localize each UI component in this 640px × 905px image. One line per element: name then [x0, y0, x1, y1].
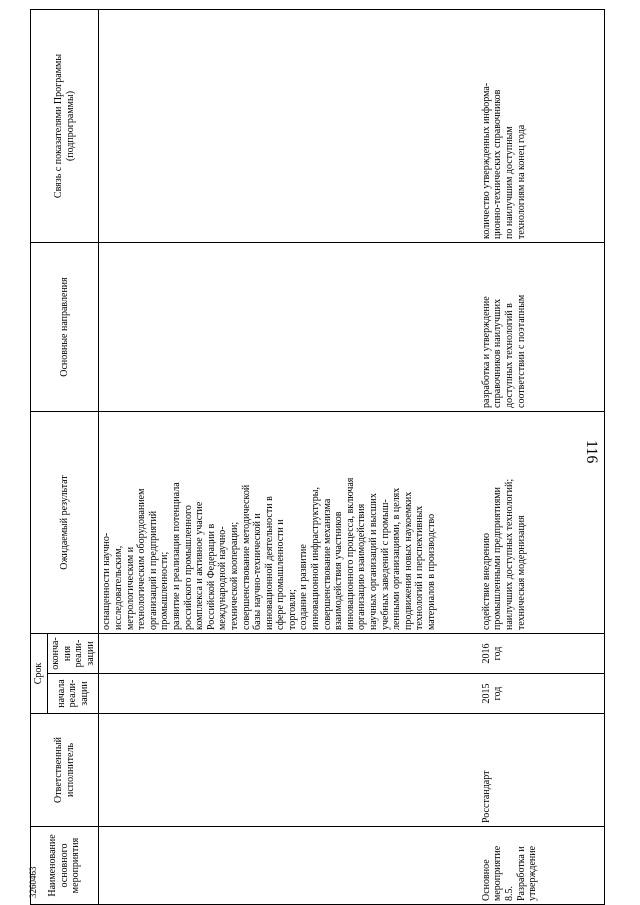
row1-term-end — [99, 634, 479, 674]
row2-result: содействие внедрению промышленными предприятиями наилучших доступных технологий; техническая модернизация — [479, 412, 605, 634]
row2-executor: Росстандарт — [479, 714, 605, 827]
row1-executor — [99, 714, 479, 827]
header-term: Срок — [31, 634, 48, 714]
row1-term-start — [99, 674, 479, 714]
row2-link: количество утвержденных информа- ционно-технических справочников по наилучшим доступным технологиям на конец года — [479, 10, 605, 243]
rotated-table-sheet — [30, 10, 605, 905]
header-directions: Основные направления — [31, 243, 99, 412]
header-link: Связь с показателями Программы (подпрограммы) — [31, 10, 99, 243]
document-code: 3260463 — [28, 866, 38, 898]
row1-result: оснащенности научно- исследовательским, метрологическим и технологическим оборудованием организаций и предприятий промышленности; развитие и реализация потенциала российского промышленного комплекса и активное участие Российской Федерации в международной научно- технической кооперации; совершенствование методической базы научно-технической и инновационной деятельности в сфере промышленности и торговли; создание и развитие инновационной инфраструктуры, совершенствование механизма взаимодействия участников инновационного процесса, включая организацию взаимодействия научных организаций и высших учебных заведений с промыш- ленными организациями, в целях продвижения новых наукоемких технологий и перспективных материалов в производство — [99, 412, 479, 634]
table-row — [99, 10, 479, 905]
header-row — [31, 10, 48, 905]
header-name: Наименование основного мероприятия — [31, 827, 99, 905]
table-row — [479, 10, 605, 905]
program-measures-table — [30, 9, 605, 905]
row1-name — [99, 827, 479, 905]
header-executor: Ответственный исполнитель — [31, 714, 99, 827]
row1-directions — [99, 243, 479, 412]
row1-link — [99, 10, 479, 243]
row2-name: Основное мероприятие 8.5. Разработка и утверждение — [479, 827, 605, 905]
header-term-end: оконча- ния реали- зации — [48, 634, 99, 674]
header-result: Ожидаемый результат — [31, 412, 99, 634]
row2-term-start: 2015 год — [479, 674, 605, 714]
page-number: 116 — [583, 440, 600, 464]
row2-directions: разработка и утверждение справочников наилучших доступных технологий в соответствии с поэтапным — [479, 243, 605, 412]
row2-term-end: 2016 год — [479, 634, 605, 674]
header-term-start: начала реали- зации — [48, 674, 99, 714]
